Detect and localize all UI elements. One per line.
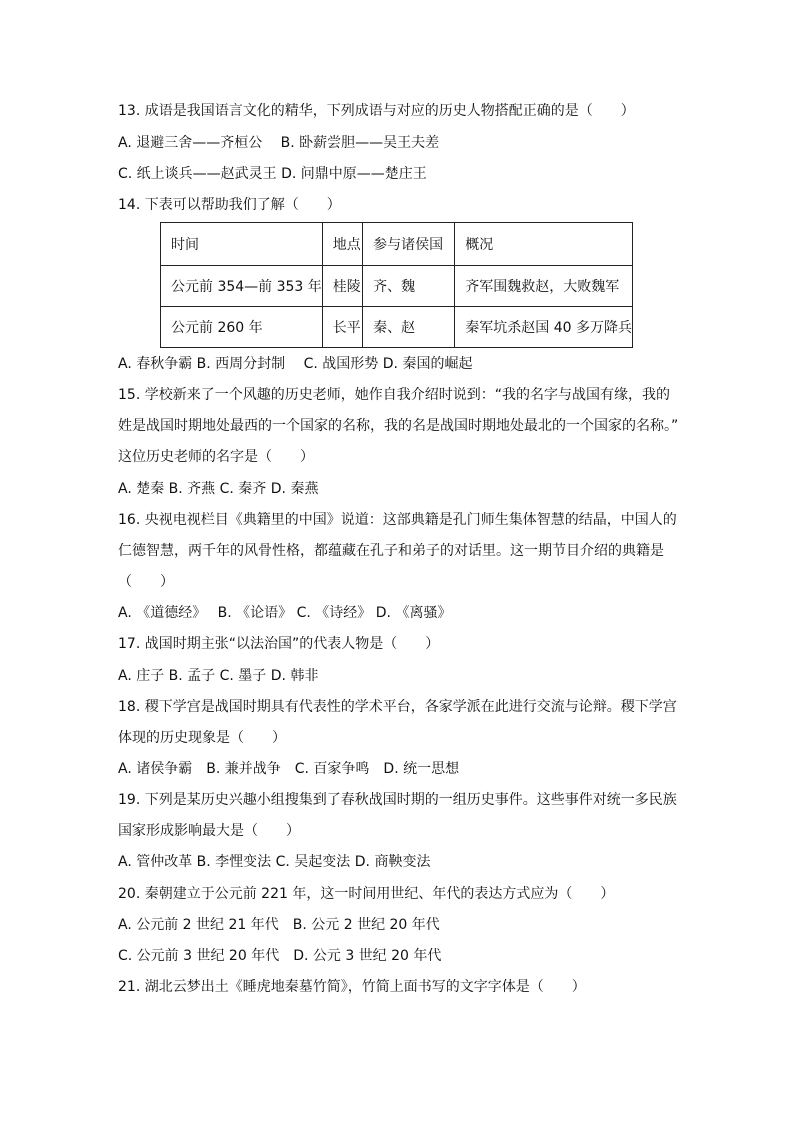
table-cell: 秦军坑杀赵国 40 多万降兵 xyxy=(455,307,633,348)
question-15-line-3: 这位历史老师的名字是（ ） xyxy=(118,449,314,465)
question-18-line-1: 18. 稷下学宫是战国时期具有代表性的学术平台，各家学派在此进行交流与论辩。稷下学宫 xyxy=(118,699,677,715)
table-cell: 齐军围魏救赵，大败魏军 xyxy=(455,266,633,307)
question-15-line-2: 姓是战国时期地处最西的一个国家的名称，我的名是战国时期地处最北的一个国家的名称。” xyxy=(118,418,679,434)
question-18-options: A. 诸侯争霸 B. 兼并战争 C. 百家争鸣 D. 统一思想 xyxy=(118,761,460,777)
question-13-options-cd: C. 纸上谈兵——赵武灵王 D. 问鼎中原——楚庄王 xyxy=(118,166,427,182)
question-16-line-1: 16. 央视电视栏目《典籍里的中国》说道：这部典籍是孔门师生集体智慧的结晶，中国人的 xyxy=(118,512,677,528)
table-cell: 公元前 260 年 xyxy=(161,307,323,348)
question-15-options: A. 楚秦 B. 齐燕 C. 秦齐 D. 秦燕 xyxy=(118,481,319,497)
question-20-options-ab: A. 公元前 2 世纪 21 年代 B. 公元 2 世纪 20 年代 xyxy=(118,917,440,933)
table-cell: 齐、魏 xyxy=(363,266,455,307)
question-14-table xyxy=(160,222,633,348)
table-header-row xyxy=(161,223,633,266)
table-cell: 秦、赵 xyxy=(363,307,455,348)
table-cell: 公元前 354—前 353 年 xyxy=(161,266,323,307)
question-20-stem: 20. 秦朝建立于公元前 221 年，这一时间用世纪、年代的表达方式应为（ ） xyxy=(118,886,615,902)
table-cell: 桂陵 xyxy=(322,266,362,307)
question-19-line-1: 19. 下列是某历史兴趣小组搜集到了春秋战国时期的一组历史事件。这些事件对统一多民族 xyxy=(118,792,677,808)
question-16-line-3: （ ） xyxy=(118,574,174,590)
question-15-line-1: 15. 学校新来了一个风趣的历史老师，她作自我介绍时说到：“我的名字与战国有缘，我的 xyxy=(118,387,670,403)
table-row xyxy=(161,307,633,348)
question-13-stem: 13. 成语是我国语言文化的精华，下列成语与对应的历史人物搭配正确的是（ ） xyxy=(118,103,635,119)
question-17-options: A. 庄子 B. 孟子 C. 墨子 D. 韩非 xyxy=(118,668,319,684)
question-16-options: A. 《道德经》 B. 《论语》 C. 《诗经》 D. 《离骚》 xyxy=(118,605,452,621)
question-20-options-cd: C. 公元前 3 世纪 20 年代 D. 公元 3 世纪 20 年代 xyxy=(118,948,442,964)
question-14-stem: 14. 下表可以帮助我们了解（ ） xyxy=(118,197,341,213)
question-18-line-2: 体现的历史现象是（ ） xyxy=(118,730,286,746)
table-row xyxy=(161,266,633,307)
table-header-cell: 概况 xyxy=(455,223,633,266)
question-21-stem: 21. 湖北云梦出土《睡虎地秦墓竹简》，竹简上面书写的文字字体是（ ） xyxy=(118,979,586,995)
question-14-options: A. 春秋争霸 B. 西周分封制 C. 战国形势 D. 秦国的崛起 xyxy=(118,356,473,372)
table-cell: 长平 xyxy=(322,307,362,348)
question-16-line-2: 仁德智慧，两千年的风骨性格，都蕴藏在孔子和弟子的对话里。这一期节目介绍的典籍是 xyxy=(118,543,664,559)
question-17-stem: 17. 战国时期主张“以法治国”的代表人物是（ ） xyxy=(118,636,440,652)
question-19-line-2: 国家形成影响最大是（ ） xyxy=(118,823,300,839)
question-13-options-ab: A. 退避三舍——齐桓公 B. 卧薪尝胆——吴王夫差 xyxy=(118,135,440,151)
table-header-cell: 时间 xyxy=(161,223,323,266)
table-header-cell: 地点 xyxy=(322,223,362,266)
question-19-options: A. 管仲改革 B. 李悝变法 C. 吴起变法 D. 商鞅变法 xyxy=(118,854,431,870)
table-header-cell: 参与诸侯国 xyxy=(363,223,455,266)
